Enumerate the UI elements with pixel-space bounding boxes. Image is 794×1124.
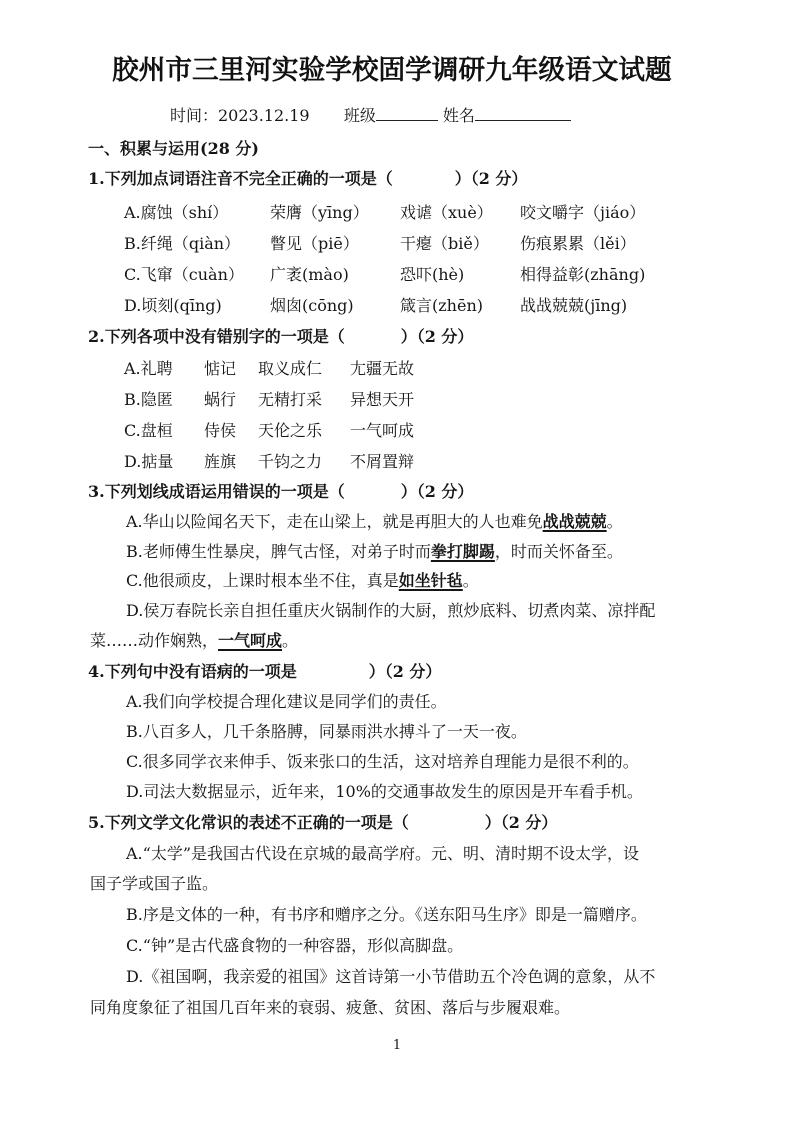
name-label: 姓名 [442,106,475,125]
q2-d-item2: 旌旗 [204,452,237,471]
q1-a-item4: 咬文嚼字（jiáo） [520,203,646,222]
question-2 [88,326,473,348]
q1-b-item4: 伤痕累累（lěi） [520,234,636,253]
q1-b-item1: B.纤绳（qiàn） [124,234,241,253]
q1-c-item3: 恐吓(hè) [400,265,465,284]
q3-d-text: 菜……动作娴熟， [90,631,219,650]
q3-b-underlined-idiom: 拳打脚踢 [430,542,495,561]
q1-b-item2: 瞥见（piē） [270,234,359,253]
q1-a-item1: A.腐蚀（shí） [124,203,229,222]
q2-d-item4: 不屑置辩 [350,452,415,471]
q2-a-item2: 惦记 [204,359,237,378]
q5-option-d-line2: 同角度象征了祖国几百年来的衰弱、疲惫、贫困、落后与步履艰难。 [90,998,571,1017]
q1-d-item2: 烟囱(cōng) [270,296,354,315]
q3-a-end: 。 [606,512,623,531]
question-4 [88,661,441,683]
q5-score: ）（2 分） [484,813,558,832]
q5-option-b: B.序是文体的一种，有书序和赠序之分。《送东阳马生序》即是一篇赠序。 [126,905,647,924]
q3-option-a [126,511,623,533]
name-blank [475,106,571,121]
q1-score: ）（2 分） [454,169,528,188]
q2-c-item4: 一气呵成 [350,421,415,440]
q3-c-text: C.他很顽皮，上课时根本坐不住，真是 [126,571,399,590]
q3-stem: 3.下列划线成语运用错误的一项是（ [88,482,345,501]
q5-option-c: C.“钟”是古代盛食物的一种容器，形似高脚盘。 [126,936,464,955]
q1-stem: 1.下列加点词语注音不完全正确的一项是（ [88,169,393,188]
q2-a-item1: A.礼聘 [124,359,173,378]
q2-a-item3: 取义成仁 [258,359,323,378]
q3-option-c [126,570,479,592]
q1-b-item3: 干瘪（biě） [400,234,489,253]
section-heading: 一、积累与运用(28 分) [88,139,259,158]
q4-option-c: C.很多同学衣来伸手、饭来张口的生活，这对培养自理能力是很不利的。 [126,752,639,771]
exam-meta [170,103,571,126]
q5-stem: 5.下列文学文化常识的表述不正确的一项是（ [88,813,409,832]
q2-d-item1: D.掂量 [124,452,174,471]
q5-option-a-line2: 国子学或国子监。 [90,874,219,893]
q2-d-item3: 千钧之力 [258,452,323,471]
page-number: 1 [392,1038,402,1053]
q3-a-text: A.华山以险闻名天下，走在山梁上，就是再胆大的人也难免 [126,512,543,531]
q1-d-item3: 箴言(zhēn) [400,296,483,315]
q3-score: ）（2 分） [400,482,474,501]
q2-score: ）（2 分） [400,327,474,346]
q1-a-item3: 戏谑（xuè） [400,203,493,222]
q4-score: ）（2 分） [368,662,442,681]
q3-a-underlined-idiom: 战战兢兢 [542,512,607,531]
exam-date: 时间：2023.12.19 [170,106,310,125]
class-label: 班级 [343,106,376,125]
question-5 [88,812,557,834]
q3-option-d-line1: D.侯万春院长亲自担任重庆火锅制作的大厨，煎炒底料、切煮肉菜、凉拌配 [126,601,656,620]
q3-c-underlined-idiom: 如坐针毡 [398,571,463,590]
q2-b-item4: 异想天开 [350,390,415,409]
q1-d-item4: 战战兢兢(jīng) [520,296,628,315]
q2-b-item1: B.隐匿 [124,390,173,409]
q4-option-a: A.我们向学校提合理化建议是同学们的责任。 [126,692,447,711]
q3-d-end: 。 [282,631,299,650]
q1-a-item2: 荣膺（yīng） [270,203,369,222]
q2-c-item3: 天伦之乐 [258,421,323,440]
exam-title: 胶州市三里河实验学校固学调研九年级语文试题 [112,55,672,86]
q3-b-end: ，时而关怀备至。 [494,542,623,561]
q2-b-item3: 无精打采 [258,390,323,409]
q2-c-item2: 侍侯 [204,421,237,440]
q2-a-item4: 尢疆无故 [350,359,415,378]
q4-option-b: B.八百多人，几千条胳膊，同暴雨洪水搏斗了一天一夜。 [126,722,527,741]
q1-d-item1: D.顷刻(qīng) [124,296,222,315]
q3-c-end: 。 [462,571,479,590]
q3-b-text: B.老师傅生性暴戾，脾气古怪，对弟子时而 [126,542,431,561]
q4-option-d: D.司法大数据显示，近年来，10%的交通事故发生的原因是开车看手机。 [126,782,643,801]
question-3 [88,481,473,503]
q2-b-item2: 蜗行 [204,390,237,409]
q1-c-item1: C.飞窜（cuàn） [124,265,244,284]
q3-option-d-line2 [90,630,298,652]
q5-option-a-line1: A.“太学”是我国古代设在京城的最高学府。元、明、清时期不设太学，设 [126,844,640,863]
q1-c-item2: 广袤(mào) [270,265,349,284]
q2-stem: 2.下列各项中没有错别字的一项是（ [88,327,345,346]
question-1 [88,168,527,190]
q1-c-item4: 相得益彰(zhāng) [520,265,646,284]
q5-option-d-line1: D.《祖国啊，我亲爱的祖国》这首诗第一小节借助五个冷色调的意象，从不 [126,967,656,986]
q3-option-b [126,541,623,563]
class-blank [376,106,438,121]
q2-c-item1: C.盘桓 [124,421,173,440]
q3-d-underlined-idiom: 一气呵成 [218,631,283,650]
q4-stem: 4.下列句中没有语病的一项是 [88,662,297,681]
